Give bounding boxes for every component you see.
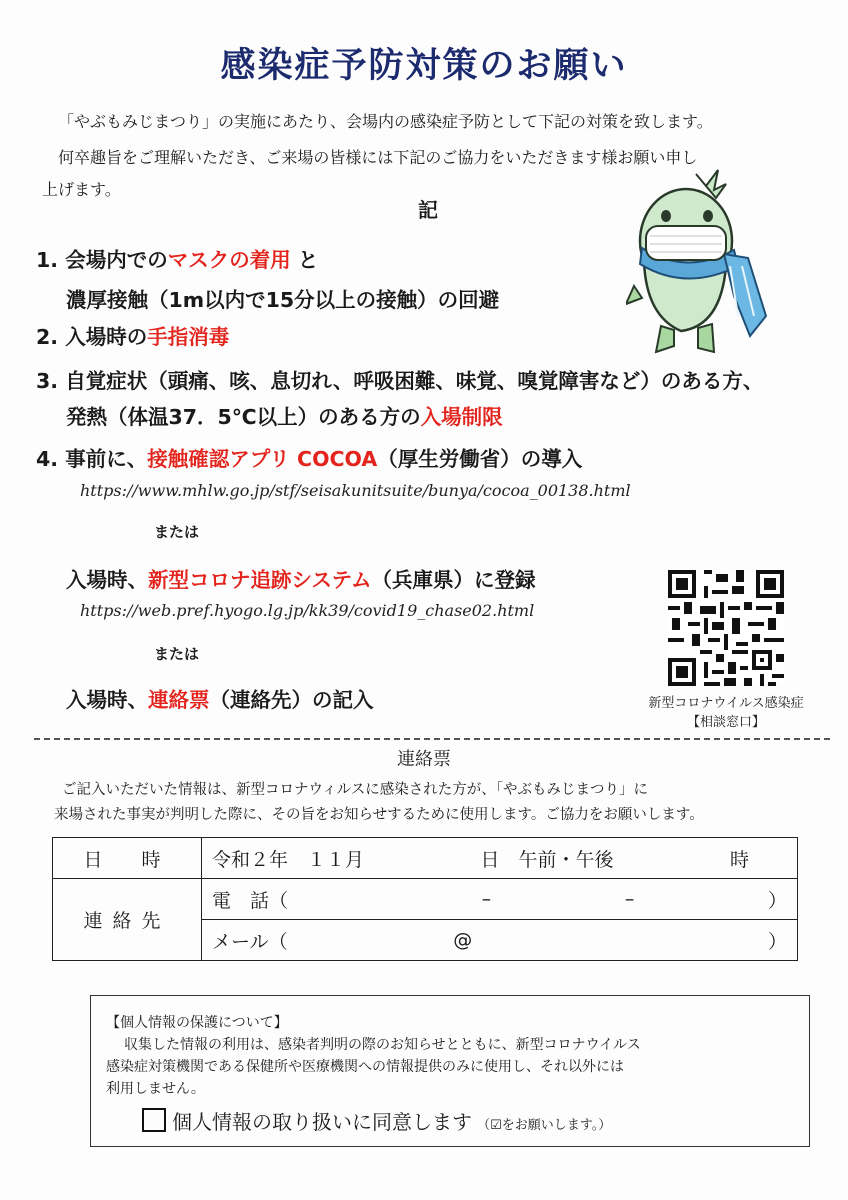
hyogo-url[interactable]: https://web.pref.hyogo.lg.jp/kk39/covid19_chase02.html xyxy=(80,601,535,620)
item-1: 1. 会場内でのマスクの着用 と xyxy=(36,248,319,272)
contact-form-desc-1: ご記入いただいた情報は、新型コロナウィルスに感染された方が、「やぶもみじまつり」に xyxy=(62,782,648,798)
tracking-system-highlight: 新型コロナ追跡システム xyxy=(148,568,372,592)
privacy-line-3: 利用しません。 xyxy=(106,1081,205,1097)
privacy-line-1: 収集した情報の利用は、感染者判明の際のお知らせとともに、新型コロナウイルス xyxy=(124,1037,641,1053)
cut-line xyxy=(34,738,830,740)
entry-limit-highlight: 入場制限 xyxy=(420,405,503,429)
item-1-line-2: 濃厚接触（1m以内で15分以上の接触）の回避 xyxy=(66,288,500,312)
item-2: 2. 入場時の手指消毒 xyxy=(36,325,230,349)
contact-form-desc-2: 来場された事実が判明した際に、その旨をお知らせするために使用します。ご協力をお願いします。 xyxy=(54,807,704,823)
contact-table xyxy=(52,837,798,961)
privacy-line-2: 感染症対策機関である保健所や医療機関への情報提供のみに使用し、それ以外には xyxy=(106,1059,624,1075)
cocoa-highlight: 接触確認アプリ COCOA xyxy=(147,447,378,471)
contact-form-highlight: 連絡票 xyxy=(148,688,210,712)
consent-row xyxy=(142,1106,611,1135)
intro-line-2: 何卒趣旨をご理解いただき、ご来場の皆様には下記のご協力をいただきます様お願い申し xyxy=(58,148,698,167)
item-contact-form: 入場時、連絡票（連絡先）の記入 xyxy=(66,688,374,712)
date-field[interactable]: 令和２年 １１月 日 午前・午後 時 xyxy=(202,838,798,879)
page-title: 感染症予防対策のお願い xyxy=(220,46,628,86)
item-4: 4. 事前に、接触確認アプリ COCOA（厚生労働省）の導入 xyxy=(36,447,583,471)
mask-highlight: マスクの着用 xyxy=(167,248,291,272)
item-3-line-2: 発熱（体温37．5℃以上）のある方の入場制限 xyxy=(66,405,503,429)
cocoa-url[interactable]: https://www.mhlw.go.jp/stf/seisakunitsuite/bunya/cocoa_00138.html xyxy=(80,481,631,500)
ki-heading: 記 xyxy=(418,198,438,222)
contact-form-title: 連絡票 xyxy=(397,749,451,770)
or-label-1: または xyxy=(154,523,200,541)
mascot-illustration xyxy=(626,166,776,358)
privacy-heading: 【個人情報の保護について】 xyxy=(106,1015,288,1031)
contact-label: 連絡先 xyxy=(53,879,202,961)
date-label: 日 時 xyxy=(53,838,202,879)
item-hyogo: 入場時、新型コロナ追跡システム（兵庫県）に登録 xyxy=(66,568,536,592)
or-label-2: または xyxy=(154,645,200,663)
qr-caption-1: 新型コロナウイルス感染症 xyxy=(648,696,804,711)
consent-checkbox[interactable] xyxy=(142,1108,166,1132)
phone-field[interactable]: 電 話（ – – ） xyxy=(202,879,798,920)
consent-label: 個人情報の取り扱いに同意します xyxy=(172,1110,472,1134)
qr-caption-2: 【相談窓口】 xyxy=(686,715,765,730)
intro-line-3: 上げます。 xyxy=(42,180,121,199)
email-field[interactable]: メール（ @ ） xyxy=(202,920,798,961)
qr-code[interactable] xyxy=(668,570,784,686)
consent-note: （☑をお願いします。） xyxy=(477,1118,612,1133)
item-3: 3. 自覚症状（頭痛、咳、息切れ、呼吸困難、味覚、嗅覚障害など）のある方、 xyxy=(36,369,764,393)
intro-line-1: 「やぶもみじまつり」の実施にあたり、会場内の感染症予防として下記の対策を致します。 xyxy=(58,112,713,131)
hand-disinfect-highlight: 手指消毒 xyxy=(147,325,230,349)
